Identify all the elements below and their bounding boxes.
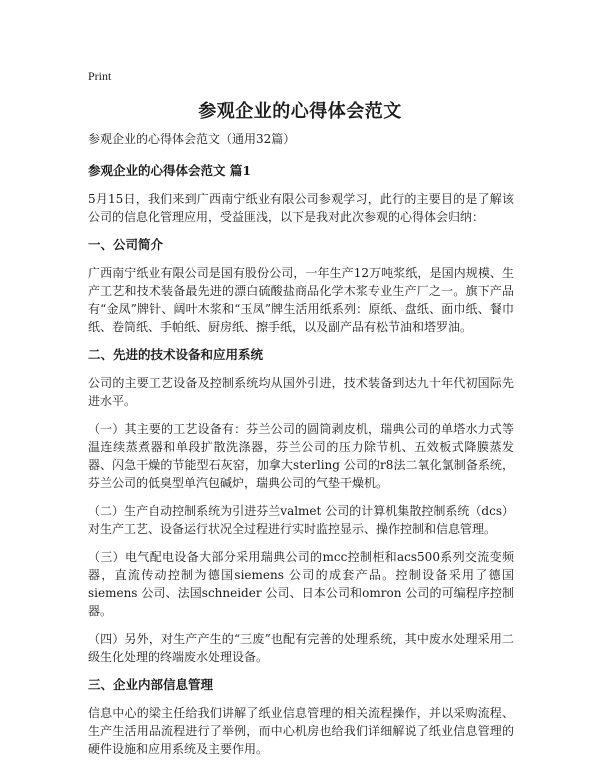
intro-paragraph: 5月15日，我们来到广西南宁纸业有限公司参观学习，此行的主要目的是了解该公司的信息化管理应用，受益匪浅，以下是我对此次参观的心得体会归纳：: [88, 192, 514, 224]
technology-paragraph-equipment: （一）其主要的工艺设备有：芬兰公司的圆筒剥皮机，瑞典公司的单塔水力式等温连续蒸煮器和单段扩散洗涤器，芬兰公司的压力除节机、五效板式降膜蒸发器、闪急干燥的节能型石灰窑，加拿大sterling 公司的r8法二氧化氯制备系统，芬兰公司的低臭型单汽包碱炉，瑞典公司的气垫干燥机。: [88, 422, 514, 490]
technology-paragraph-waste: （四）另外，对生产产生的“三废”也配有完善的处理系统，其中废水处理采用二级生化处理的终端废水处理设备。: [88, 632, 514, 664]
page-title: 参观企业的心得体会范文: [198, 101, 402, 122]
print-link[interactable]: Print: [88, 69, 112, 83]
section-heading-info-management: 三、企业内部信息管理: [88, 677, 214, 692]
article-heading: 参观企业的心得体会范文 篇1: [88, 163, 252, 178]
technology-paragraph-overview: 公司的主要工艺设备及控制系统均从国外引进，技术装备到达九十年代初国际先进水平。: [88, 376, 514, 408]
company-intro-paragraph: 广西南宁纸业有限公司是国有股份公司，一年生产12万吨浆纸，是国内规模、生产工艺和技术装备最先进的漂白硫酸盐商品化学木浆专业生产厂之一。旗下产品有“金凤”牌针、阔叶木浆和“玉凤”牌生活用纸系列：原纸、盘纸、面巾纸、餐巾纸、卷筒纸、手帕纸、厨房纸、擦手纸，以及副产品有松节油和塔罗油。: [88, 266, 514, 334]
section-heading-company-intro: 一、公司简介: [88, 237, 164, 252]
info-management-paragraph: 信息中心的梁主任给我们讲解了纸业信息管理的相关流程操作，并以采购流程、生产生活用品流程进行了举例，而中心机房也给我们详细解说了纸业信息管理的硬件设施和应用系统及主要作用。: [88, 706, 514, 756]
section-heading-technology: 二、先进的技术设备和应用系统: [88, 347, 264, 362]
document-subtitle: 参观企业的心得体会范文（通用32篇）: [88, 132, 296, 146]
technology-paragraph-electrical: （三）电气配电设备大部分采用瑞典公司的mcc控制柜和acs500系列交流变频器，直流传动控制为德国siemens 公司的成套产品。控制设备采用了德国siemens 公司、法国schneider 公司、日本公司和omron 公司的可编程序控制器。: [88, 550, 514, 618]
technology-paragraph-control-system: （二）生产自动控制系统为引进芬兰valmet 公司的计算机集散控制系统（dcs）对生产工艺、设备运行状况全过程进行实时监控显示、操作控制和信息管理。: [88, 504, 514, 536]
document-body: [88, 130, 514, 768]
